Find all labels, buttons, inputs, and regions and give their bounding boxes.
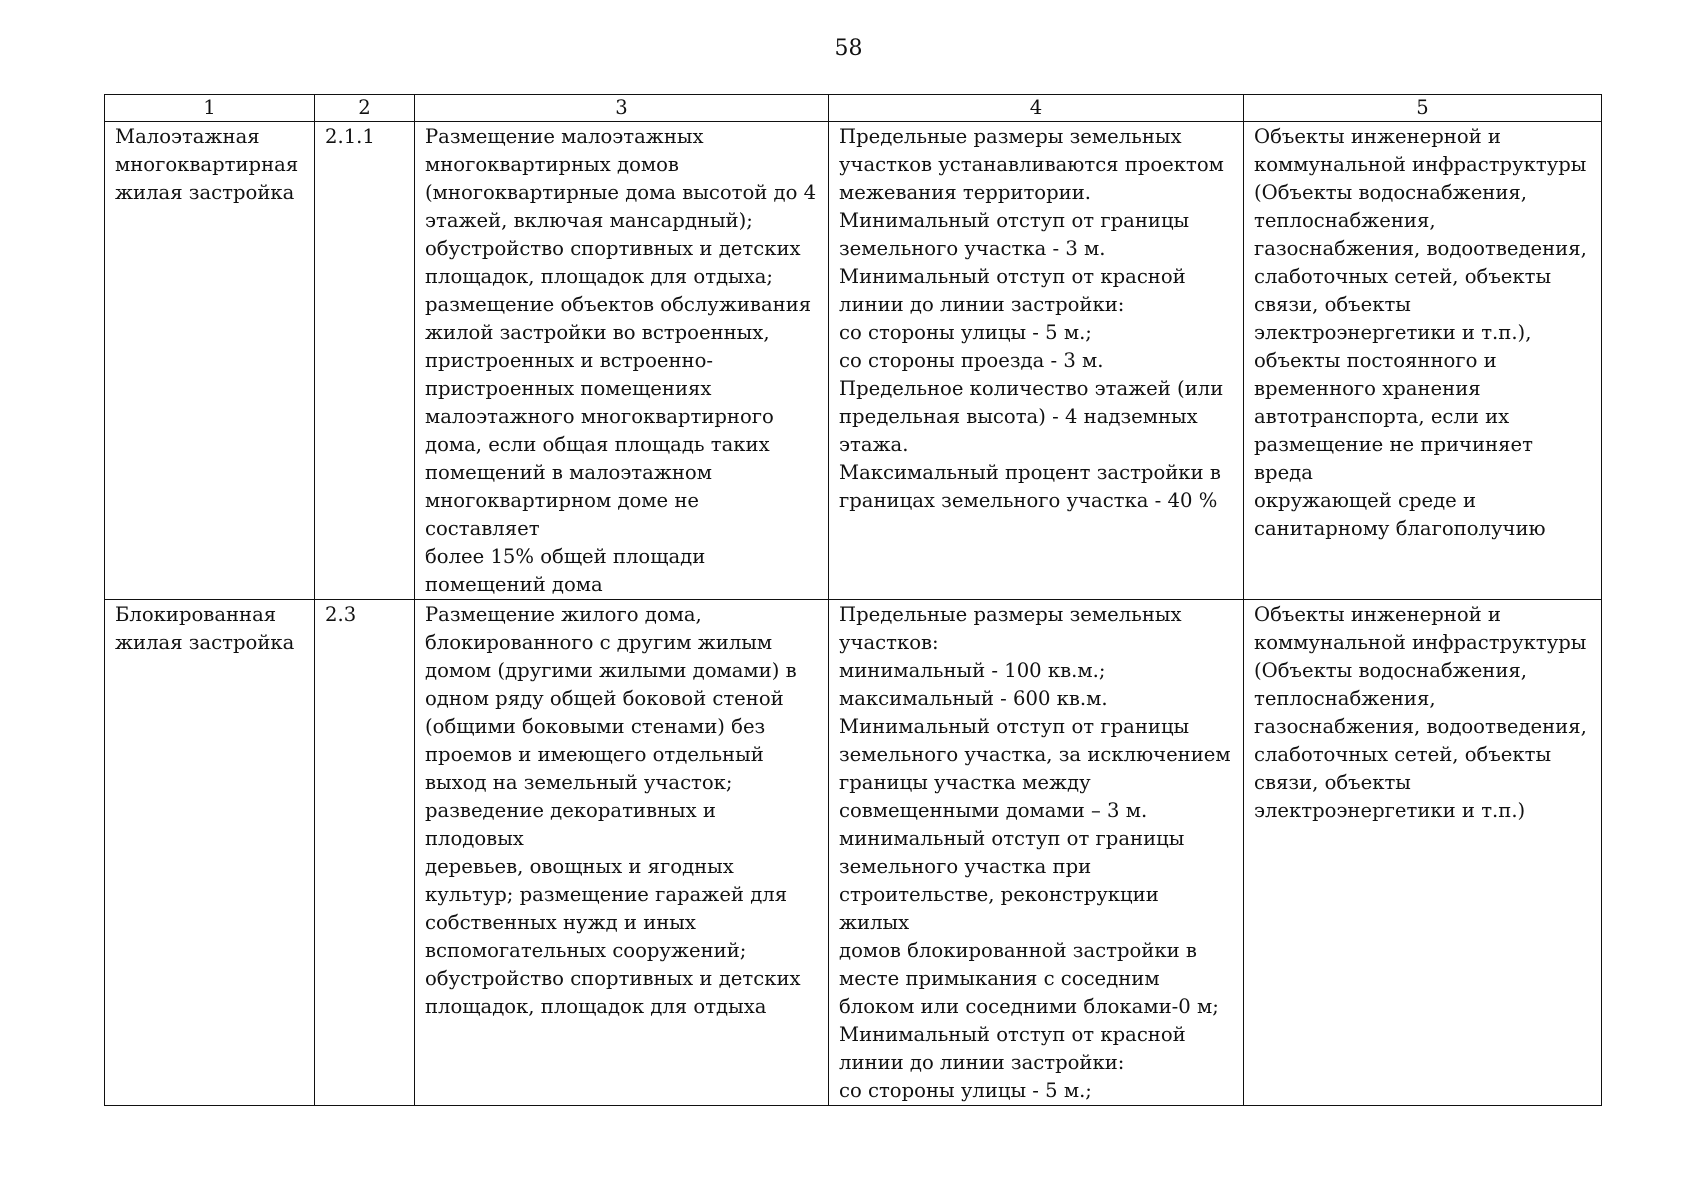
use-type-name: Блокированная жилая застройка [105, 600, 315, 1106]
limit-parameters: Предельные размеры земельных участков: минимальный - 100 кв.м.; максимальный - 600 кв.м. Минимальный отступ от границы земельного участка, за исключением границы участка между совмещенными домами – 3 м. минимальный отступ от границы земельного участка при строительстве, реконструкции жилых домов блокированной застройки в месте примыкания с соседним блоком или соседними блоками-0 м; Минимальный отступ от красной линии до линии застройки: со стороны улицы - 5 м.; [829, 600, 1244, 1106]
use-type-code: 2.3 [315, 600, 415, 1106]
column-header-3: 3 [415, 95, 829, 122]
table-row [105, 122, 1602, 600]
table-row [105, 600, 1602, 1106]
use-type-description: Размещение малоэтажных многоквартирных домов (многоквартирные дома высотой до 4 этажей, включая мансардный); обустройство спортивных и детских площадок, площадок для отдыха; размещение объектов обслуживания жилой застройки во встроенных, пристроенных и встроенно- пристроенных помещениях малоэтажного многоквартирного дома, если общая площадь таких помещений в малоэтажном многоквартирном доме не составляет более 15% общей площади помещений дома [415, 122, 829, 600]
use-type-name: Малоэтажная многоквартирная жилая застройка [105, 122, 315, 600]
auxiliary-uses: Объекты инженерной и коммунальной инфраструктуры (Объекты водоснабжения, теплоснабжения, газоснабжения, водоотведения, слаботочных сетей, объекты связи, объекты электроэнергетики и т.п.), объекты постоянного и временного хранения автотранспорта, если их размещение не причиняет вреда окружающей среде и санитарному благополучию [1244, 122, 1602, 600]
land-use-table [104, 94, 1602, 1106]
auxiliary-uses: Объекты инженерной и коммунальной инфраструктуры (Объекты водоснабжения, теплоснабжения, газоснабжения, водоотведения, слаботочных сетей, объекты связи, объекты электроэнергетики и т.п.) [1244, 600, 1602, 1106]
table-header-row [105, 95, 1602, 122]
column-header-5: 5 [1244, 95, 1602, 122]
column-header-2: 2 [315, 95, 415, 122]
limit-parameters: Предельные размеры земельных участков устанавливаются проектом межевания территории. Минимальный отступ от границы земельного участка - 3 м. Минимальный отступ от красной линии до линии застройки: со стороны улицы - 5 м.; со стороны проезда - 3 м. Предельное количество этажей (или предельная высота) - 4 надземных этажа. Максимальный процент застройки в границах земельного участка - 40 % [829, 122, 1244, 600]
page-number: 58 [834, 36, 863, 61]
use-type-code: 2.1.1 [315, 122, 415, 600]
use-type-description: Размещение жилого дома, блокированного с другим жилым домом (другими жилыми домами) в одном ряду общей боковой стеной (общими боковыми стенами) без проемов и имеющего отдельный выход на земельный участок; разведение декоративных и плодовых деревьев, овощных и ягодных культур; размещение гаражей для собственных нужд и иных вспомогательных сооружений; обустройство спортивных и детских площадок, площадок для отдыха [415, 600, 829, 1106]
column-header-1: 1 [105, 95, 315, 122]
column-header-4: 4 [829, 95, 1244, 122]
